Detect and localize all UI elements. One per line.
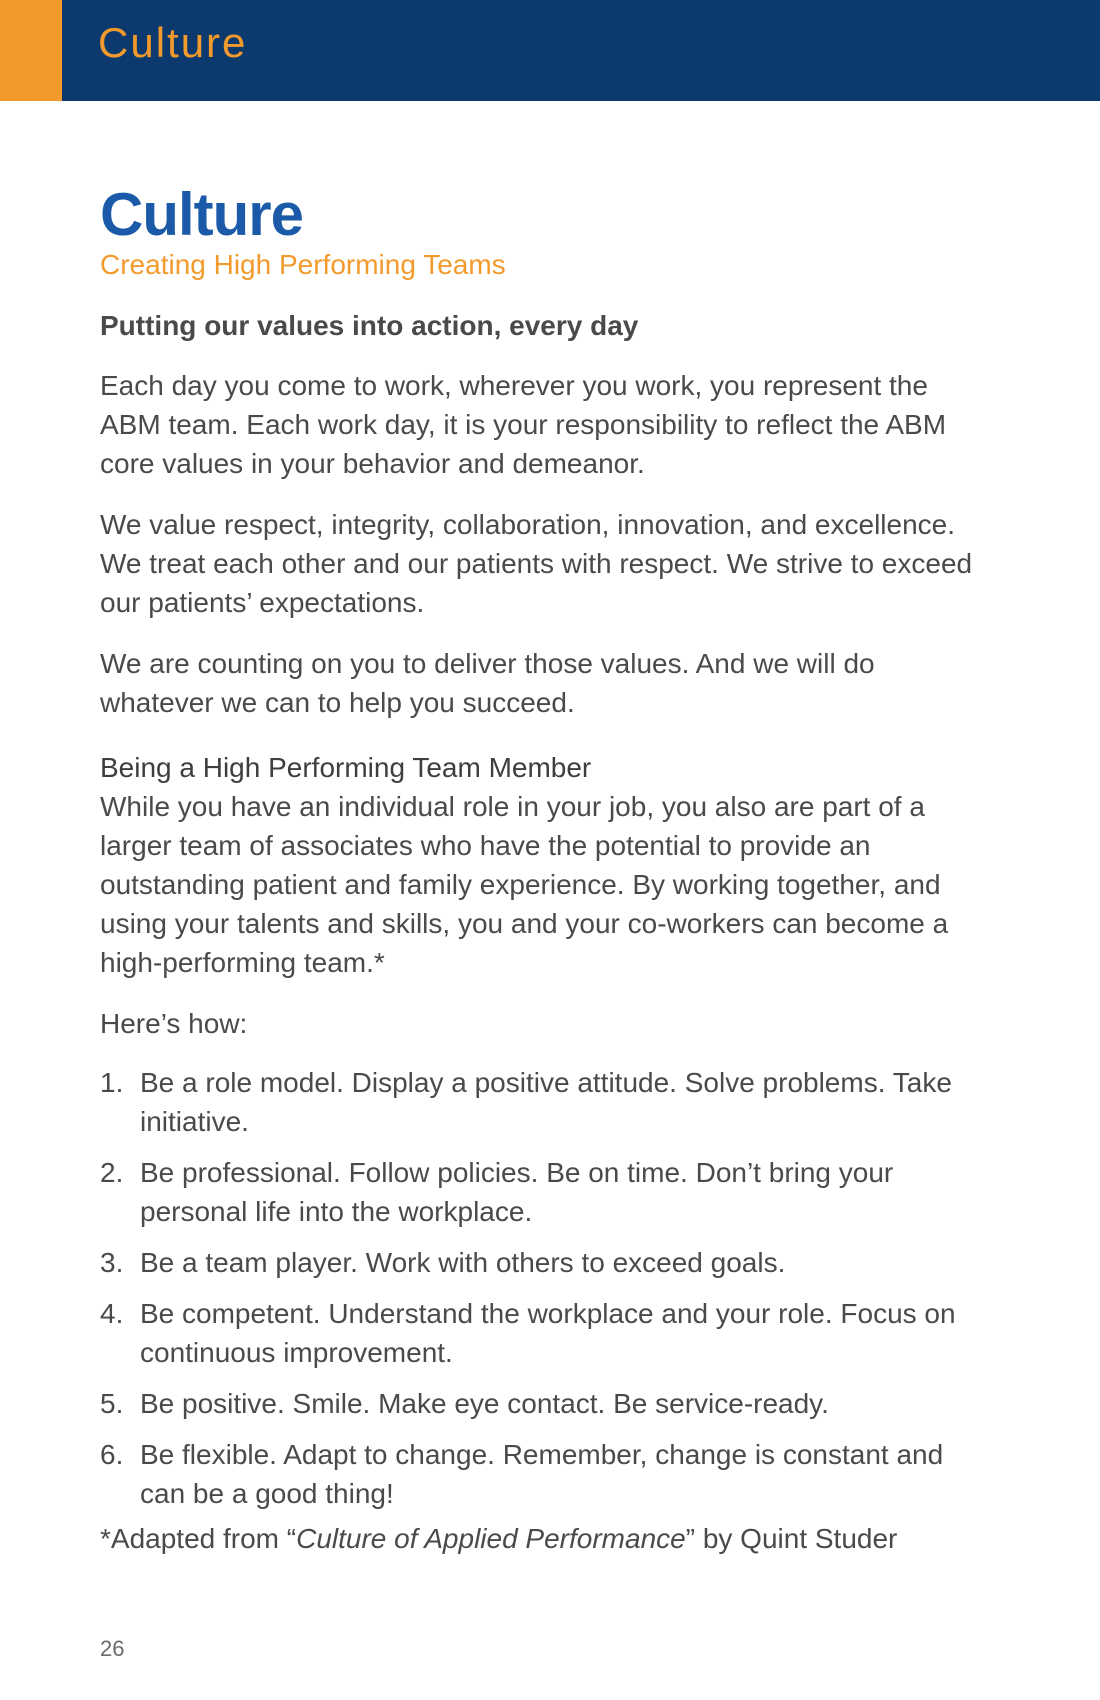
heres-how-label: Here’s how: xyxy=(100,1007,248,1039)
step-text: Be a team player. Work with others to exceed goals. xyxy=(140,1246,786,1278)
page-title: Culture xyxy=(100,181,303,248)
steps-list xyxy=(100,1063,980,1513)
step-text: Be a role model. Display a positive attitude. Solve problems. Take initiative. xyxy=(140,1066,952,1137)
intro-paragraph-2: We value respect, integrity, collaboration, innovation, and excellence. We treat each other and our patients with respect. We strive to exceed our patients’ expectations. xyxy=(100,508,973,618)
step-text: Be positive. Smile. Make eye contact. Be service-ready. xyxy=(140,1387,829,1419)
lead-heading: Putting our values into action, every day xyxy=(100,309,639,341)
intro-paragraph-3: We are counting on you to deliver those values. And we will do whatever we can to help you succeed. xyxy=(100,647,875,718)
list-item xyxy=(100,1384,980,1423)
page-subtitle: Creating High Performing Teams xyxy=(100,249,506,280)
step-number: 1. xyxy=(100,1066,124,1098)
list-item xyxy=(100,1063,980,1141)
step-text: Be professional. Follow policies. Be on time. Don’t bring your personal life into the workplace. xyxy=(140,1156,894,1227)
footnote-prefix: *Adapted from “ xyxy=(100,1522,297,1554)
footnote-suffix: ” by Quint Studer xyxy=(685,1522,898,1554)
list-item xyxy=(100,1294,980,1372)
step-number: 4. xyxy=(100,1297,124,1329)
section-heading: Being a High Performing Team Member xyxy=(100,751,592,783)
list-item xyxy=(100,1243,980,1282)
header-accent-block xyxy=(0,0,62,101)
step-number: 6. xyxy=(100,1438,124,1470)
source-footnote xyxy=(100,1519,980,1558)
step-number: 5. xyxy=(100,1387,124,1419)
footnote-source-title: Culture of Applied Performance xyxy=(296,1522,686,1554)
intro-paragraph-1: Each day you come to work, wherever you work, you represent the ABM team. Each work day, it is your responsibility to reflect the ABM core values in your behavior and demeanor. xyxy=(100,369,947,479)
page-content xyxy=(100,183,980,1558)
step-number: 3. xyxy=(100,1246,124,1278)
section-header-title: Culture xyxy=(98,19,248,66)
list-item xyxy=(100,1153,980,1231)
page-number: 26 xyxy=(100,1636,125,1661)
step-number: 2. xyxy=(100,1156,124,1188)
list-item xyxy=(100,1435,980,1513)
step-text: Be competent. Understand the workplace and your role. Focus on continuous improvement. xyxy=(140,1297,956,1368)
section-body: While you have an individual role in your job, you also are part of a larger team of associates who have the potential to provide an outstanding patient and family experience. By working together, and using your talents and skills, you and your co-workers can become a high-performing team.* xyxy=(100,790,949,978)
step-text: Be flexible. Adapt to change. Remember, change is constant and can be a good thing! xyxy=(140,1438,944,1509)
